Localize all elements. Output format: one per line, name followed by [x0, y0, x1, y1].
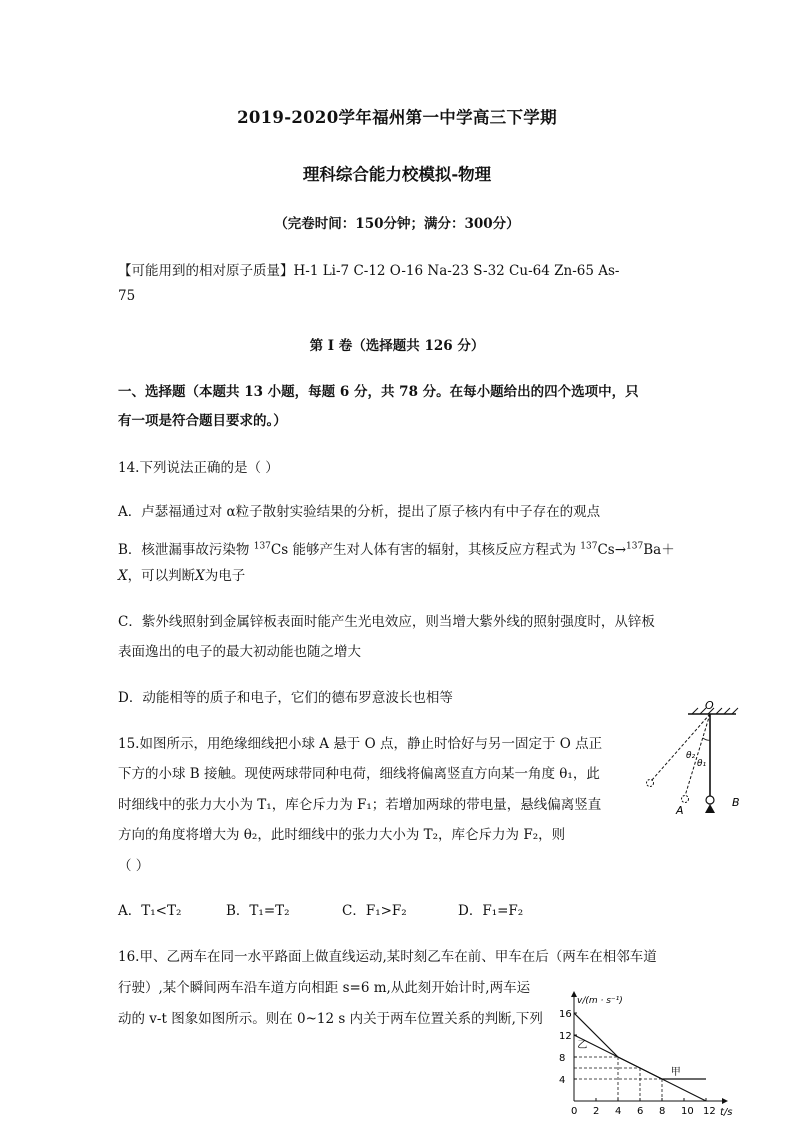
mass-number: 137: [626, 541, 644, 552]
section-title: 第 I 卷（选择题共 126 分）: [309, 338, 485, 354]
exam-subtitle: 理科综合能力校模拟-物理: [302, 165, 492, 184]
text-segment: Cs 能够产生对人体有害的辐射，其核反应方程式为: [270, 542, 576, 558]
series-label-jia: 甲: [670, 1067, 681, 1078]
series-line-yi: [574, 1035, 706, 1101]
q14-option-d: D．动能相等的质子和电子，它们的德布罗意波长也相等: [118, 690, 453, 706]
ball-a-position2: [647, 780, 654, 787]
x-tick-label: 8: [659, 1106, 666, 1117]
q15-line2: 下方的小球 B 接触。现使两球带同种电荷，细线将偏离竖直方向某一角度 θ₁，此: [118, 766, 600, 782]
series-label-yi: 乙: [577, 1040, 588, 1052]
angle-arc: [703, 738, 710, 740]
q15-option-d: D．F₁=F₂: [458, 903, 524, 919]
text-segment: Ba＋: [643, 542, 675, 558]
x-axis-arrow: [722, 1098, 728, 1104]
q15-option-a: A．T₁<T₂: [118, 903, 182, 919]
label-o: O: [705, 700, 714, 712]
q16-line3: 动的 v-t 图象如图所示。则在 0~12 s 内关于两车位置关系的判断,下列: [118, 1011, 543, 1027]
q15-line5: （ ）: [118, 858, 150, 874]
ball-a-position1: [682, 796, 689, 803]
text-segment: ，可以判断: [127, 568, 196, 584]
mass-number: 137: [253, 541, 271, 552]
y-tick-label: 8: [559, 1053, 566, 1064]
chart-series: [574, 1013, 706, 1101]
q15-option-c: C．F₁>F₂: [342, 903, 407, 919]
q14-stem: 14.下列说法正确的是（ ）: [118, 460, 279, 476]
chart-dashed-guides: [574, 1057, 662, 1101]
q14-option-b-line2: [118, 564, 245, 584]
ceiling-hatch: [692, 708, 738, 714]
text-segment: 为电子: [204, 568, 246, 584]
label-b: B: [732, 796, 740, 809]
exam-time-info: （完卷时间：150分钟；满分：300分）: [274, 216, 520, 232]
exam-title: 2019-2020学年福州第一中学高三下学期: [237, 108, 557, 127]
q14-option-a: A．卢瑟福通过对 α粒子散射实验结果的分析，提出了原子核内有中子存在的观点: [118, 504, 601, 520]
label-theta2: θ₂: [686, 751, 696, 761]
x-tick-label: 2: [593, 1106, 600, 1117]
pendulum-figure: [640, 700, 760, 820]
q14-option-c-line2: 表面逸出的电子的最大初动能也随之增大: [118, 644, 361, 660]
q15-line1: 15.如图所示，用绝缘细线把小球 A 悬于 O 点，静止时恰好与另一固定于 O 点正: [118, 736, 603, 752]
x-tick-label: 0: [571, 1106, 578, 1117]
variable-x: X: [195, 568, 205, 584]
y-axis-label: v/(m · s⁻¹): [577, 996, 623, 1006]
label-a: A: [676, 804, 684, 817]
atomic-masses-line1: 【可能用到的相对原子质量】H-1 Li-7 C-12 O-16 Na-23 S-32 Cu-64 Zn-65 As-: [118, 263, 620, 279]
y-tick-label: 4: [559, 1075, 566, 1086]
q14-option-c-line1: C．紫外线照射到金属锌板表面时能产生光电效应，则当增大紫外线的照射强度时，从锌板: [118, 614, 655, 630]
x-tick-label: 12: [703, 1106, 716, 1117]
x-tick-label: 10: [681, 1106, 694, 1117]
vt-chart: [552, 985, 742, 1120]
ball-b: [706, 796, 714, 804]
support-stand: [705, 804, 715, 813]
y-tick-label: 12: [559, 1031, 572, 1042]
part1-instructions-line1: 一、选择题（本题共 13 小题，每题 6 分，共 78 分。在每小题给出的四个选项中，只: [118, 384, 639, 400]
variable-x: X: [118, 568, 128, 584]
text-segment: B．核泄漏事故污染物: [118, 542, 250, 558]
q16-line2: 行驶）,某个瞬间两车沿车道方向相距 s=6 m,从此刻开始计时,两车运: [118, 980, 531, 996]
x-tick-label: 6: [637, 1106, 644, 1117]
x-axis-label: t/s: [720, 1107, 733, 1118]
q15-line4: 方向的角度将增大为 θ₂，此时细线中的张力大小为 T₂，库仑斥力为 F₂，则: [118, 827, 566, 843]
mass-number: 137: [580, 541, 598, 552]
part1-instructions-line2: 有一项是符合题目要求的。）: [118, 413, 287, 429]
atomic-masses-line2: 75: [118, 288, 136, 304]
q15-option-b: B．T₁=T₂: [226, 903, 290, 919]
thread-theta2: [652, 714, 710, 780]
q15-line3: 时细线中的张力大小为 T₁，库仑斥力为 F₁；若增加两球的带电量，悬线偏离竖直: [118, 797, 602, 813]
q16-line1: 16.甲、乙两车在同一水平路面上做直线运动,某时刻乙车在前、甲车在后（两车在相邻车道: [118, 949, 657, 965]
q14-option-b-line1: [118, 538, 675, 558]
x-tick-label: 4: [615, 1106, 622, 1117]
chart-axes: [571, 991, 728, 1104]
label-theta1: θ₁: [697, 759, 707, 769]
text-segment: Cs→: [597, 542, 627, 558]
y-tick-label: 16: [559, 1009, 572, 1020]
